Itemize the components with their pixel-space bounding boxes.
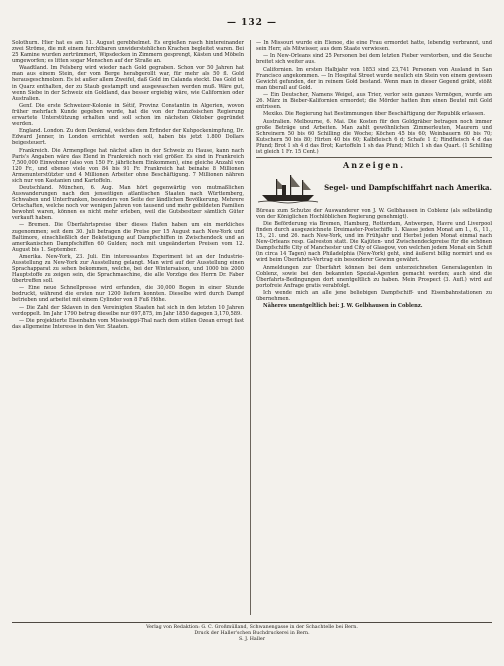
article-amerika: Amerika. New-York, 23. Juli. Ein interessantes Experiment ist an der Industrie-Ausstellung zu New-York zur Ausstellung gelangt. Man wird auf der Ausstellung einen Sprachapparat zu sehen bekommen, welche, bei der Wintersaison, und 1000 bis 2000 Hauptstoffe zu zeigen sein, die Sprachmaschine, die alle Vorzüge des Herrn Dr. Faber übertreffen soll. (12, 253, 244, 285)
imprint-signature: S. J. Haller (238, 637, 265, 642)
ship-ad-header (256, 171, 492, 205)
section-divider (256, 157, 492, 158)
article-deutscher: — Ein Deutscher, Namens Weigel, aus Trier, verlor sein ganzes Vermögen, wurde am 26. März in Bieber-Kalifornien ermordet; die Mörder hatten ihm einen Beutel mit Gold entrissen. (256, 91, 492, 111)
ad-anmeldungen: Anmeldungen zur Überfahrt können bei dem unterzeichneten Generalagenten in Coblenz, sowie bei den bekannten Spezial-Agenten gemacht werden; auch sind die Überfahrts-Bedingungen dort unentgeltlich zu haben. Mein Prospect (3. Aufl.) wird auf portofreie Anfrage gratis verabfolgt. (256, 264, 492, 289)
ad-buereau: Büreau zum Schutze der Auswanderer von J. W. Gelbhausen in Coblenz (als selbständig von der Königlichen Hochlöblichen Regierung genehmigt). (256, 207, 492, 220)
ship-icon (256, 171, 320, 205)
imprint (12, 625, 492, 643)
column-divider (250, 40, 251, 615)
article-australien: Australien. Melbourne, 6. Mai. Die Kosten für den Goldgräber betragen noch immer große Beträge und Arbeiten. Man zahlt gewöhnlichen Zimmerleuten, Maurern und Schreinern 50 bis 60 Schilling die Woche; Köchen 45 bis 60; Weinbauern 60 bis 70; Kutschern 50 bis 80; Hirten 40 bis 60; Kalbfleisch 6 d; Schafe 1 £; Rindfleisch 4 d das Pfund; Brot 1 sh 4 d das Brot; Kartoffeln 1 sh das Pfund; Milch 1 sh das Quart. (1 Schilling ist gleich 1 Fr. 15 Cent.) (256, 118, 492, 155)
article-mexiko: Mexiko. Die Regierung hat Bestimmungen über Beschäftigung der Republik erlassen. (263, 111, 486, 118)
page-number: — 132 — (226, 18, 278, 28)
newspaper-page (12, 18, 492, 648)
ad-eisenbahn: Ich wende mich an alle jene beliebigen Dampfschiff- und Eisenbahnstationen zu übernehmen. (256, 290, 492, 303)
anzeigen-heading: Anzeigen. (343, 159, 405, 170)
imprint-printer: Druck der Haller'schen Buchdruckerei in Bern. (194, 631, 310, 636)
article-schnellpresse: — Eine neue Schnellpresse wird erfunden, die 30,000 Bogen in einer Stunde bedruckt, während die ersten nur 1200 liefern konnten. Dieselbe wird durch Dampf betrieben und arbeitet mit einem Cylinder von 8 Fuß Höhe. (12, 285, 244, 304)
article-new-orleans: — In New-Orleans sind 25 Personen bei dem letzten Fieber verstorben, und die Seuche breitet sich weiter aus. (256, 53, 492, 66)
article-solothurn: Solothurn. Hier hat es am 11. August gerebhelmet. Es ergießen rasch hintereinander zwei Ströme, die mit einem furchtbaren unwiderstehlichen Krachen begleitet waren. Bei 25 Kamine wurden zertrümmert, Wipsdecken in Zimmern gesprengt, Kästen und Möbeln umgeworfen; es litten sogar Menschen auf der Straße an. (12, 40, 244, 65)
article-waadtland: Waadtland. Im Felsberg wird wieder nach Gold gegraben. Schon vor 50 Jahren hat man aus einem Stein, der vom Berge herabgerollt war, für mehr als 50 fl. Gold herausgeschmolzen. Es ist außer allem Zweifel, daß Gold im Calanda steckt. Das Gold ist in Quarz enthalten, der zu Staub gestampft und ausgewaschen werden muß. Wäre gut, wenn Siebe in der Schweiz ein Goldland, das besser ergiebig wäre, wie Californien oder Australien. (12, 65, 244, 102)
imprint-publisher: Verlag von Redaktion: G. C. Großmülland, Schwanengasse in der Schachtelle bei Bern. (146, 625, 358, 630)
article-californien: Californien. Im ersten Halbjahr von 1853 sind 23,741 Personen von Ausland in San Francisco angekommen. — In Hospital Street wurde neulich ein Stein von einem gewissen Gewicht gefunden, der in reinem Gold bestand. Wenn man in dieser Gegend gräbt, stößt man überall auf Gold. (256, 66, 492, 91)
right-column (256, 40, 492, 615)
article-eisenbahn: — Die projektierte Eisenbahn vom Mississippi-Thal nach dem stillen Ozean erregt fast das allgemeine Interesse in den Ver. Staaten. (12, 317, 244, 330)
left-column (12, 40, 244, 615)
ad-befoerderung: Die Beförderung via Bremen, Hamburg, Rotterdam, Antwerpen, Havre und Liverpool finden durch ausgezeichnete Dreimaster-Postschiffe 1. Klasse jeden Monat am 1., 6., 11., 15., 21. und 26. nach New-York, und im Frühjahr und Herbst jeden Monat einmal nach New-Orleans resp. Galveston statt. Die Kajüten- und Zwischendeckpreise für die schönen Dampfschiffe City of Manchester und City of Glasgow, von welchen jedem Monat ein Schiff (in circa 14 Tagen) nach Philadelphia (New-York) geht, sind äußerst billig normirt und es wird beim Überfahrts-Vertrag ein besonderer Gewinn gewährt. (256, 221, 492, 264)
article-genf: Genf. Die erste Schweizer-Kolonie in Sétif, Provinz Constantin in Algerien, wovon früher mehrfach Kunde gegeben wurde, hat die von der französischen Regierung erwartete Unterstützung erhalten und soll schon im nächsten Oktober gegründet werden. (12, 102, 244, 127)
ship-ad-heading: Segel- und Dampfschiffahrt nach Amerika. (324, 182, 492, 192)
article-deutschland: Deutschland. München, 6. Aug. Man hört gegenwärtig von mutmaßlichen Auswanderungen nach den jenseitigen atlantischen Staaten nach Württemberg, Schwaben und Unterfranken, besonders von Seite der ländlichen Bevölkerung. Mehrere Ortschaften, welche noch vor wenigen Jahren von tausend und mehr gebildeten Familien bewohnt waren, können es nicht mehr erleben, weil die Gutsbesitzer sämtlich Güter verkauft haben. (12, 185, 244, 222)
article-missouri: — In Missouri wurde ein Elenoe, die eine Frau ermordet hatte, lebendig verbrannt, und sein Herr, als Mitwisser, aus dem Staate verwiesen. (256, 40, 492, 53)
article-frankreich: Frankreich. Die Armenpflege hat nächst allen in der Schweiz zu Hause, kann nach Paris's Angaben wäre das Elend in Frankreich noch viel größer. Es sind in Frankreich 7,500,000 Einwohner (also von 150 Fr. jährlichem Einkommen), eine gleiche Anzahl von 120 Fr., und ebenso viele von 84 bis 91 Fr. Frankreich hat beinahe 8 Millionen Armenunterstützter und 4 Millionen Arbeiter ohne Beschäftigung. 7 Millionen nähren sich nur von Kastanien und Kartoffeln. (12, 147, 244, 184)
article-sklaven: — Die Zahl der Sklaven in den Vereinigten Staaten hat sich in den letzten 10 Jahren verdoppelt. Im Jahr 1790 betrug dieselbe nur 697,875, im Jahr 1850 dagegen 3,170,589. (12, 304, 244, 317)
article-england: England. London. Zu dem Denkmal, welches dem Erfinder der Kuhpockenimpfung, Dr. Edward Jenner, in London errichtet werden soll, haben bis jetzt 1.800 Dollars beigesteuert. (12, 128, 244, 147)
ad-contact: Näheres unentgeltlich bei: J. W. Gelbhausen in Coblenz. (263, 303, 423, 310)
footer-divider (12, 622, 492, 623)
article-bremen: — Bremen. Die Überfahrtspreise über dieses Hafen haben um ein merkliches zugenommen; seit dem 30. Juli betragen die Preise per 15 August nach New-York und Baltimore, einschließlich der Beköstigung auf Dampfschiffen in Zwischendeck und an amerikanischen Dampfschiffen 60 Gulden; noch mit ungeänderten Preisen vom 12. August bis 1. September. (12, 222, 244, 253)
